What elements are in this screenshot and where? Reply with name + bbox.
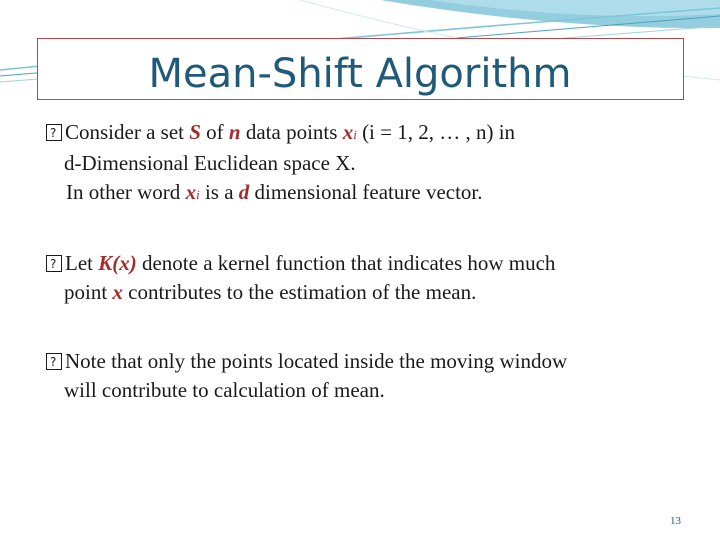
bullet-2-line-2 — [46, 278, 706, 307]
subscript-i: i — [353, 127, 357, 142]
kernel-function-symbol: K(x) — [98, 251, 137, 275]
symbol-x: x — [185, 180, 197, 204]
bullet-1-text: (i = 1, 2, … , n) in — [356, 120, 516, 144]
bullet-2-text: denote a kernel function that indicates how much — [136, 251, 556, 275]
bullet-item-1 — [46, 118, 706, 209]
bullet-1-text: Consider a set — [65, 120, 190, 144]
bullet-1-text: data points — [240, 120, 343, 144]
symbol-n: n — [228, 120, 241, 144]
bullet-1-text: dimensional feature vector. — [249, 180, 483, 204]
page-number: 13 — [670, 515, 681, 527]
bullet-3-line-2: will contribute to calculation of mean. — [64, 378, 385, 402]
bullet-2-text: Let — [65, 251, 99, 275]
bullet-glyph-icon — [46, 124, 62, 141]
bullet-item-2 — [46, 249, 706, 307]
set-symbol-s: S — [189, 120, 201, 144]
subscript-i: i — [196, 187, 200, 202]
bullet-2-text: contributes to the estimation of the mean. — [122, 280, 477, 304]
bullet-1-line-1 — [46, 118, 706, 149]
bullet-item-3 — [46, 347, 706, 405]
bullet-2-text: point — [64, 280, 113, 304]
bullet-1-text: is a — [199, 180, 239, 204]
bullet-glyph-icon — [46, 353, 62, 370]
symbol-x: x — [342, 120, 354, 144]
slide-title: Mean-Shift Algorithm — [148, 51, 572, 97]
bullet-1-text: In other word — [66, 180, 186, 204]
slide-content — [46, 118, 706, 445]
bullet-3-line-1 — [46, 347, 706, 376]
bullet-glyph-icon — [46, 255, 62, 272]
bullet-1-line-3 — [46, 178, 706, 209]
bullet-2-line-1 — [46, 249, 706, 278]
symbol-x: x — [112, 280, 123, 304]
bullet-1-text: of — [200, 120, 229, 144]
symbol-d: d — [238, 180, 250, 204]
bullet-3-text: Note that only the points located inside the moving window — [65, 349, 568, 373]
bullet-1-line-2: d-Dimensional Euclidean space X. — [64, 151, 356, 175]
